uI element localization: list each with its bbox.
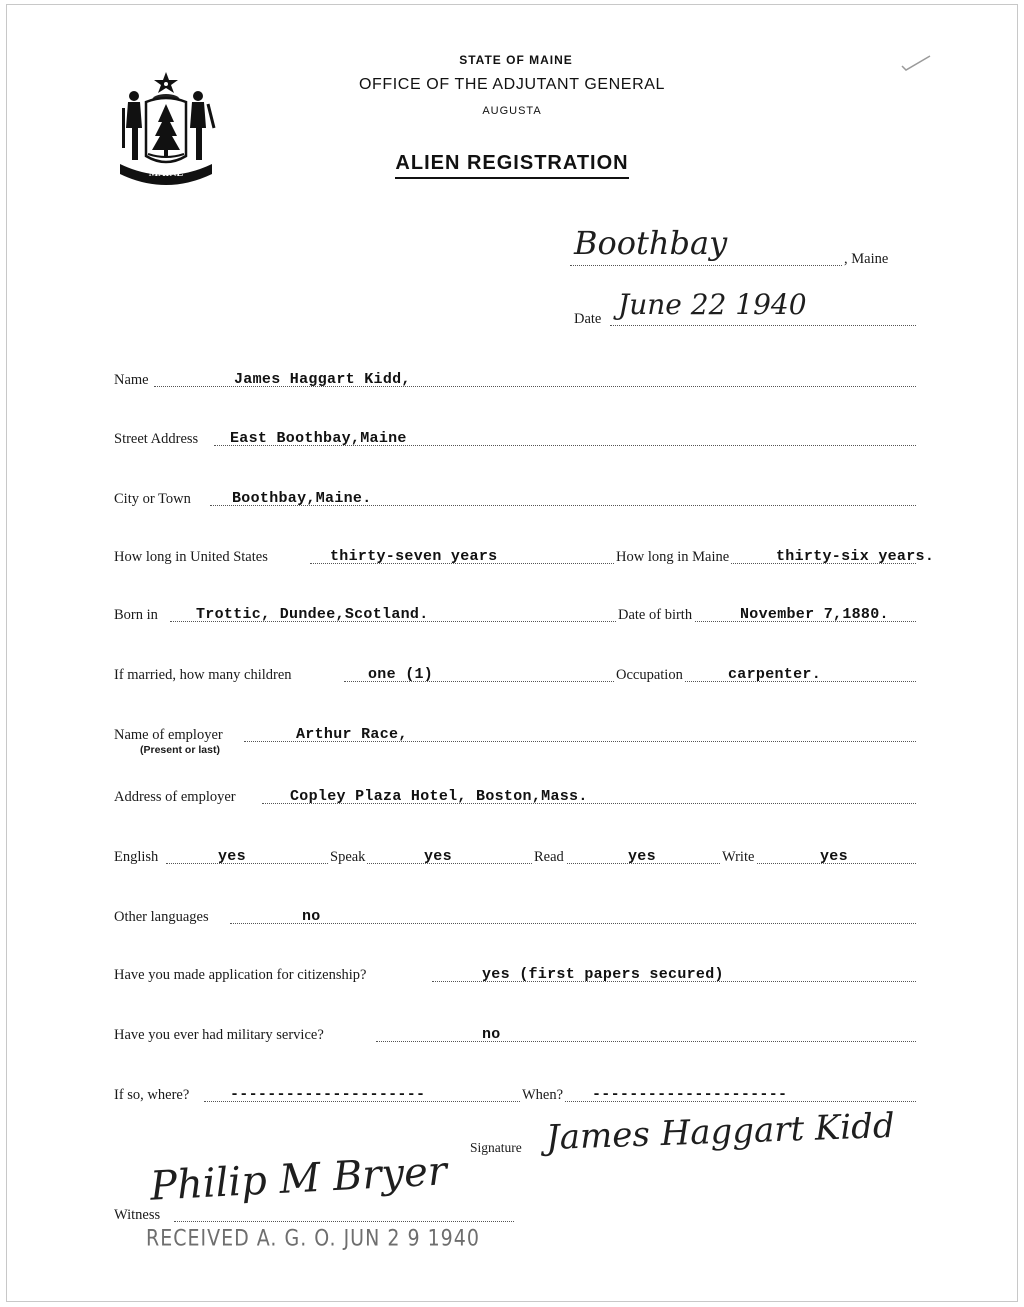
employer-sublabel: (Present or last) (140, 744, 220, 756)
place-handwritten: Boothbay (574, 224, 728, 262)
header-office: OFFICE OF THE ADJUTANT GENERAL (358, 76, 666, 93)
occupation-value: carpenter. (728, 666, 822, 683)
other-languages-value: no (302, 908, 321, 925)
employer-value: Arthur Race, (296, 726, 408, 743)
employer-address-label: Address of employer (114, 789, 236, 805)
children-label: If married, how many children (114, 667, 292, 683)
dob-label: Date of birth (618, 607, 693, 623)
name-row (114, 365, 916, 389)
signature-label: Signature (470, 1140, 522, 1155)
read-value: yes (628, 848, 656, 865)
maine-years-value: thirty-six years. (776, 548, 935, 565)
other-languages-row (114, 902, 916, 926)
employer-address-row (114, 782, 916, 806)
read-label: Read (534, 849, 564, 865)
witness-handwritten: Philip M Bryer (148, 1148, 448, 1210)
street-address-value: East Boothbay,Maine (230, 430, 407, 447)
family-row (114, 660, 916, 684)
where-value: --------------------- (230, 1086, 426, 1103)
service-details-row (114, 1080, 916, 1104)
us-years-label: How long in United States (114, 549, 268, 565)
residency-row (114, 542, 935, 566)
name-label: Name (114, 372, 149, 388)
military-label: Have you ever had military service? (114, 1027, 324, 1043)
place-line (570, 224, 918, 268)
employer-address-value: Copley Plaza Hotel, Boston,Mass. (290, 788, 588, 805)
form-title: ALIEN REGISTRATION (0, 152, 1024, 175)
signature-handwritten: James Haggart Kidd (545, 1105, 896, 1159)
english-value: yes (218, 848, 246, 865)
header-state: STATE OF MAINE (459, 53, 573, 67)
header-city: AUGUSTA (482, 105, 542, 117)
speak-value: yes (424, 848, 452, 865)
street-address-row (114, 424, 916, 448)
english-label: English (114, 849, 159, 865)
where-label: If so, where? (114, 1087, 190, 1103)
other-languages-label: Other languages (114, 909, 209, 925)
city-label: City or Town (114, 491, 191, 507)
city-row (114, 484, 916, 508)
maine-years-label: How long in Maine (616, 549, 730, 565)
date-label: Date (574, 311, 602, 327)
birth-row (114, 600, 916, 624)
born-in-value: Trottic, Dundee,Scotland. (196, 606, 429, 623)
date-handwritten: June 22 1940 (618, 288, 807, 321)
write-label: Write (722, 849, 755, 865)
city-value: Boothbay,Maine. (232, 490, 372, 507)
children-value: one (1) (368, 666, 434, 683)
received-stamp: RECEIVED A. G. O. JUN 2 9 1940 (146, 1226, 480, 1252)
employer-label: Name of employer (114, 727, 223, 743)
occupation-label: Occupation (616, 667, 683, 683)
name-value: James Haggart Kidd, (234, 371, 411, 388)
when-label: When? (522, 1087, 564, 1103)
citizenship-row (114, 960, 916, 984)
date-line (574, 288, 918, 328)
write-value: yes (820, 848, 848, 865)
us-years-value: thirty-seven years (330, 548, 498, 565)
military-value: no (482, 1026, 501, 1043)
seal-label: MAINE (148, 168, 184, 179)
dob-value: November 7,1880. (740, 606, 889, 623)
military-row (114, 1020, 916, 1044)
language-row (114, 842, 916, 866)
witness-label: Witness (114, 1207, 161, 1223)
speak-label: Speak (330, 849, 366, 865)
citizenship-label: Have you made application for citizenship? (114, 967, 367, 983)
born-in-label: Born in (114, 607, 158, 623)
place-suffix: , Maine (844, 251, 889, 267)
when-value: --------------------- (592, 1086, 788, 1103)
employer-row (114, 720, 916, 756)
street-address-label: Street Address (114, 431, 199, 447)
citizenship-value: yes (first papers secured) (482, 966, 724, 983)
